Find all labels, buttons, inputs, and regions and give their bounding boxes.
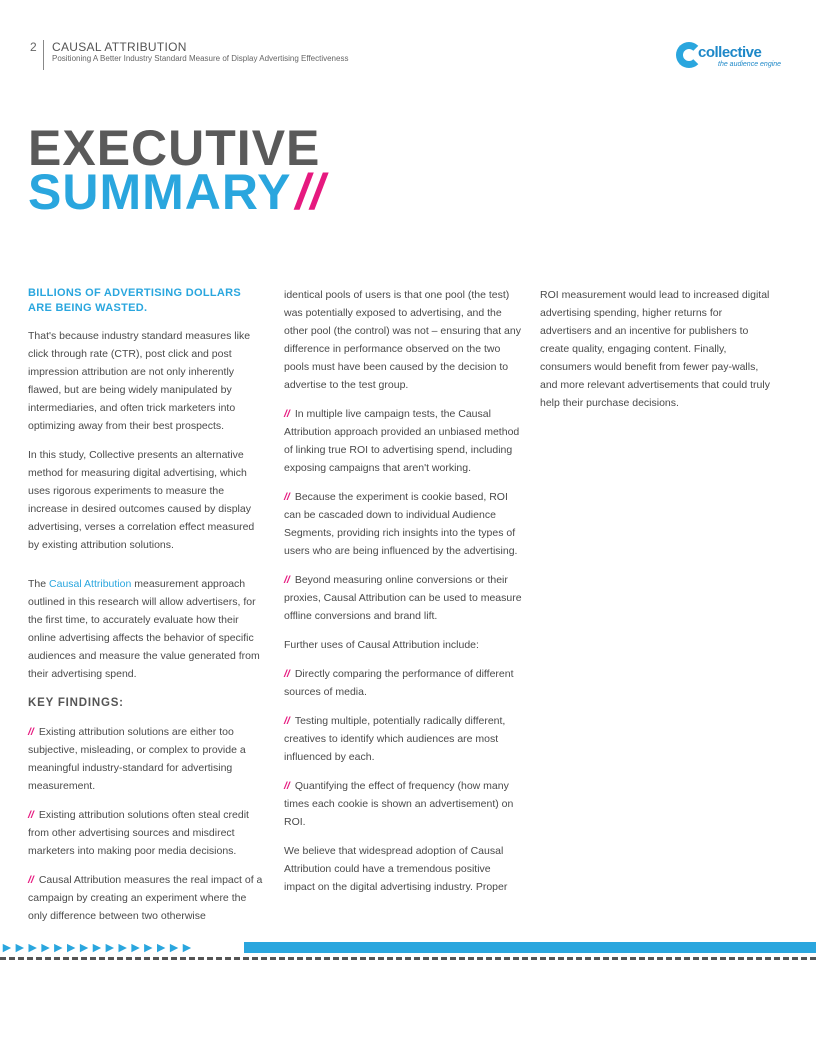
finding-item: // Existing attribution solutions often steal credit from other advertising sources and misdirect marketers into making poor media decisions.	[28, 809, 249, 857]
paragraph: That's because industry standard measures like click through rate (CTR), post click and post impression attribution are not only inherently flawed, but are being widely manipulated by intermediaries, and often trick marketers into optimizing away from their best prospects.	[28, 330, 251, 432]
paragraph: ROI measurement would lead to increased digital advertising spending, higher returns for advertisers and an incentive for publishers to create quality, engaging content. Finally, consumers would benefit from fewer pay-walls, and more relevant advertisements that could truly help their purchase decisions.	[540, 289, 770, 409]
finding-item: // Existing attribution solutions are either too subjective, misleading, or complex to provide a meaningful industry-standard for advertising measurement.	[28, 726, 246, 792]
further-uses-heading: Further uses of Causal Attribution include:	[284, 639, 479, 651]
footer-bar	[244, 942, 816, 953]
finding-item: // In multiple live campaign tests, the Causal Attribution approach provided an unbiased method of linking true ROI to advertising spend, including exposing campaigns that aren't working.	[284, 408, 520, 474]
use-item: // Directly comparing the performance of different sources of media.	[284, 668, 514, 698]
lead-heading: BILLIONS OF ADVERTISING DOLLARS ARE BEING WASTED.	[28, 287, 242, 314]
column-3	[540, 286, 776, 423]
column-1	[28, 286, 264, 936]
slash-bullet-icon: //	[284, 780, 290, 792]
headline-summary	[28, 166, 325, 218]
finding-item: // Causal Attribution measures the real impact of a campaign by creating an experiment where the only difference between two otherwise	[28, 874, 263, 922]
paragraph: In this study, Collective presents an alternative method for measuring digital advertising, which uses rigorous experiments to measure the increase in desired outcomes caused by display advertising, verses a correlation effect measured by existing attribution solutions.	[28, 449, 255, 551]
key-findings-heading: KEY FINDINGS:	[28, 697, 124, 709]
slash-bullet-icon: //	[28, 874, 34, 886]
collective-logo	[676, 42, 796, 72]
header-divider	[43, 40, 44, 70]
footer-arrows-decoration: ►►►►►►►►►►►►►►►	[0, 939, 193, 955]
footer-dashed-rule	[0, 957, 816, 960]
paragraph: We believe that widespread adoption of Causal Attribution could have a tremendous positive impact on the digital advertising industry. Proper	[284, 845, 508, 893]
use-item: // Testing multiple, potentially radically different, creatives to identify which audiences are most influenced by each.	[284, 715, 506, 763]
finding-item: // Beyond measuring online conversions or their proxies, Causal Attribution can be used to measure offline conversions and brand lift.	[284, 574, 522, 622]
slash-bullet-icon: //	[284, 715, 290, 727]
headline-summary-text: SUMMARY	[28, 164, 292, 220]
page-number: 2	[30, 40, 37, 54]
slash-bullet-icon: //	[284, 574, 290, 586]
column-2	[284, 286, 522, 907]
slash-bullet-icon: //	[284, 408, 290, 420]
slash-bullet-icon: //	[284, 491, 290, 503]
slash-bullet-icon: //	[28, 809, 34, 821]
logo-wordmark: collective	[698, 44, 762, 61]
header-title: CAUSAL ATTRIBUTION	[52, 40, 187, 54]
slash-bullet-icon: //	[284, 668, 290, 680]
paragraph: identical pools of users is that one pool (the test) was potentially exposed to advertising, and the other pool (the control) was not – ensuring that any difference in performance observed on the two pools must have been caused by the decision to advertise to the test group.	[284, 289, 521, 391]
header-subtitle: Positioning A Better Industry Standard Measure of Display Advertising Effectiveness	[52, 54, 349, 63]
logo-tagline: the audience engine	[718, 61, 782, 68]
paragraph: The Causal Attribution measurement approach outlined in this research will allow advertisers, for the first time, to accurately evaluate how their online advertising affects the behavior of specific audiences and measure the value generated from their advertising spend.	[28, 578, 260, 680]
headline-executive: EXECUTIVE	[28, 120, 321, 176]
slash-bullet-icon: //	[28, 726, 34, 738]
finding-item: // Because the experiment is cookie based, ROI can be cascaded down to individual Audience Segments, providing rich insights into the types of users who are being influenced by the advertising.	[284, 491, 518, 557]
headline-slashes: //	[295, 164, 326, 220]
causal-attribution-link[interactable]: Causal Attribution	[49, 578, 132, 590]
use-item: // Quantifying the effect of frequency (how many times each cookie is shown an advertisement) on ROI.	[284, 780, 514, 828]
